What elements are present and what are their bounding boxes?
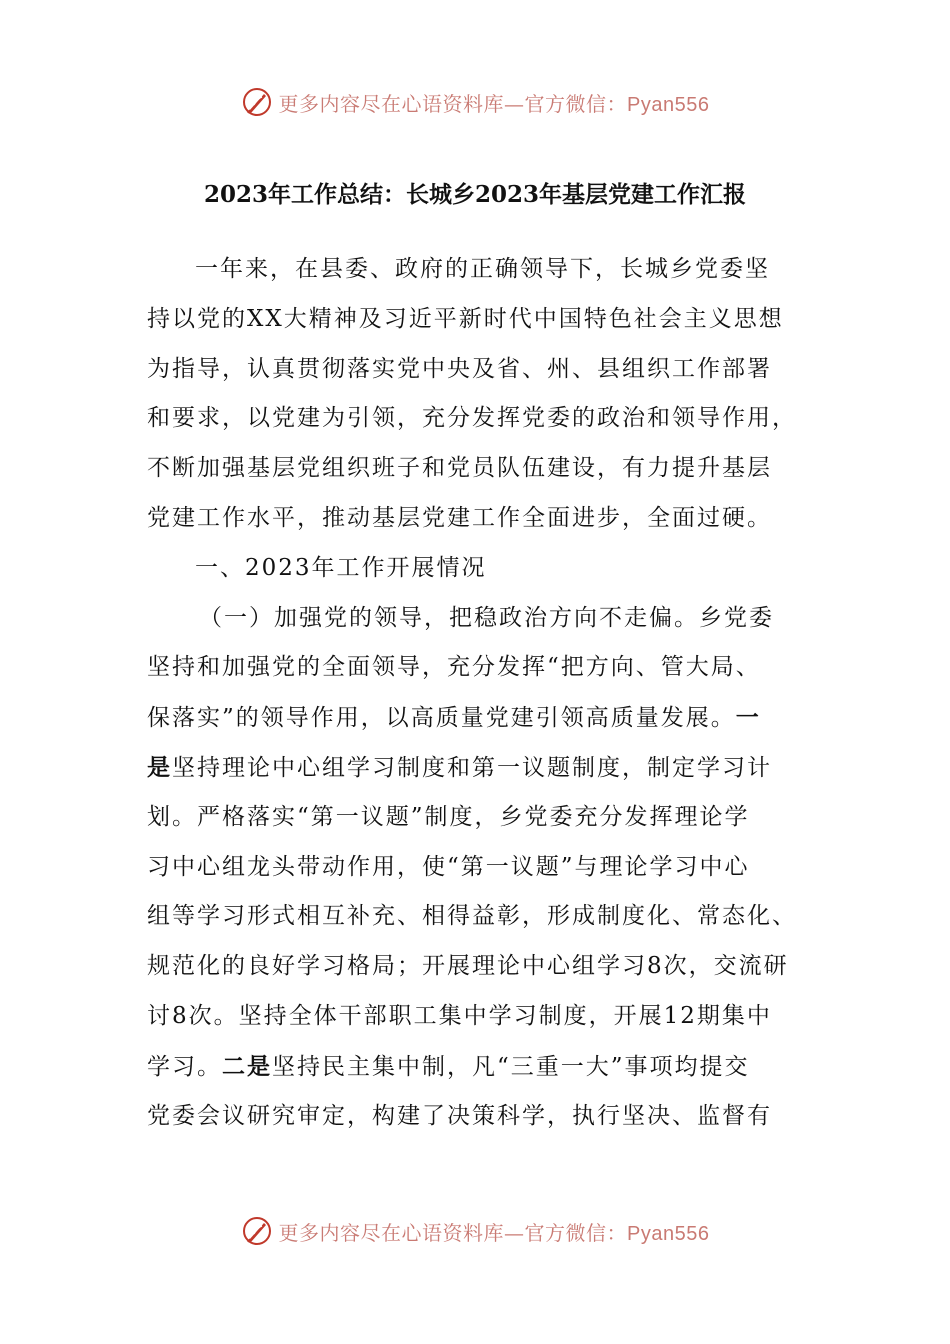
watermark-header [0,80,950,124]
line-text: 学习。 [147,1053,222,1080]
paragraph-line [147,1042,807,1092]
paragraph-line: 党建工作水平，推动基层党建工作全面进步，全面过硬。 [147,504,772,531]
quill-logo-icon [241,86,273,118]
paragraph-line: 持以党的XX大精神及习近平新时代中国特色社会主义思想 [147,305,784,332]
watermark-footer [0,1209,950,1253]
emphasis-text: 二是 [222,1052,272,1080]
paragraph-line [147,693,807,743]
line-text: 保落实”的领导作用，以高质量党建引领高质量发展。 [147,705,736,732]
paragraph-line: 一年来，在县委、政府的正确领导下，长城乡党委坚 [195,256,770,282]
paragraph-line: 划。严格落实“第一议题”制度，乡党委充分发挥理论学 [147,803,750,830]
watermark-text: 更多内容尽在心语资料库—官方微信：Pyan556 [278,91,710,116]
quill-logo-icon [241,1215,273,1247]
paragraph-line [147,743,807,793]
section-heading: 一、2023年工作开展情况 [195,554,487,581]
paragraph-line: 为指导，认真贯彻落实党中央及省、州、县组织工作部署 [147,355,772,382]
emphasis-text: 是 [147,753,172,781]
paragraph-line: 和要求，以党建为引领，充分发挥党委的政治和领导作用， [147,405,797,432]
line-text: 坚持理论中心组学习制度和第一议题制度，制定学习计 [172,754,772,781]
paragraph-line: 规范化的良好学习格局；开展理论中心组学习8次，交流研 [147,953,789,980]
paragraph-line: 习中心组龙头带动作用，使“第一议题”与理论学习中心 [147,853,750,880]
paragraph-line: 党委会议研究审定，构建了决策科学，执行坚决、监督有 [147,1102,772,1129]
paragraph-line: （一）加强党的领导，把稳政治方向不走偏。乡党委 [199,604,774,631]
paragraph-line: 不断加强基层党组织班子和党员队伍建设，有力提升基层 [147,455,772,482]
paragraph-line: 组等学习形式相互补充、相得益彰，形成制度化、常态化、 [147,903,797,930]
paragraph-line: 讨8次。坚持全体干部职工集中学习制度，开展12期集中 [147,1002,772,1029]
emphasis-text: 一 [735,704,761,732]
line-text: 坚持民主集中制，凡“三重一大”事项均提交 [272,1053,750,1080]
document-body [147,245,807,1141]
watermark-text: 更多内容尽在心语资料库—官方微信：Pyan556 [278,1220,710,1245]
paragraph-line: 坚持和加强党的全面领导，充分发挥“把方向、管大局、 [147,654,761,681]
document-title: 2023年工作总结：长城乡2023年基层党建工作汇报 [203,181,747,208]
